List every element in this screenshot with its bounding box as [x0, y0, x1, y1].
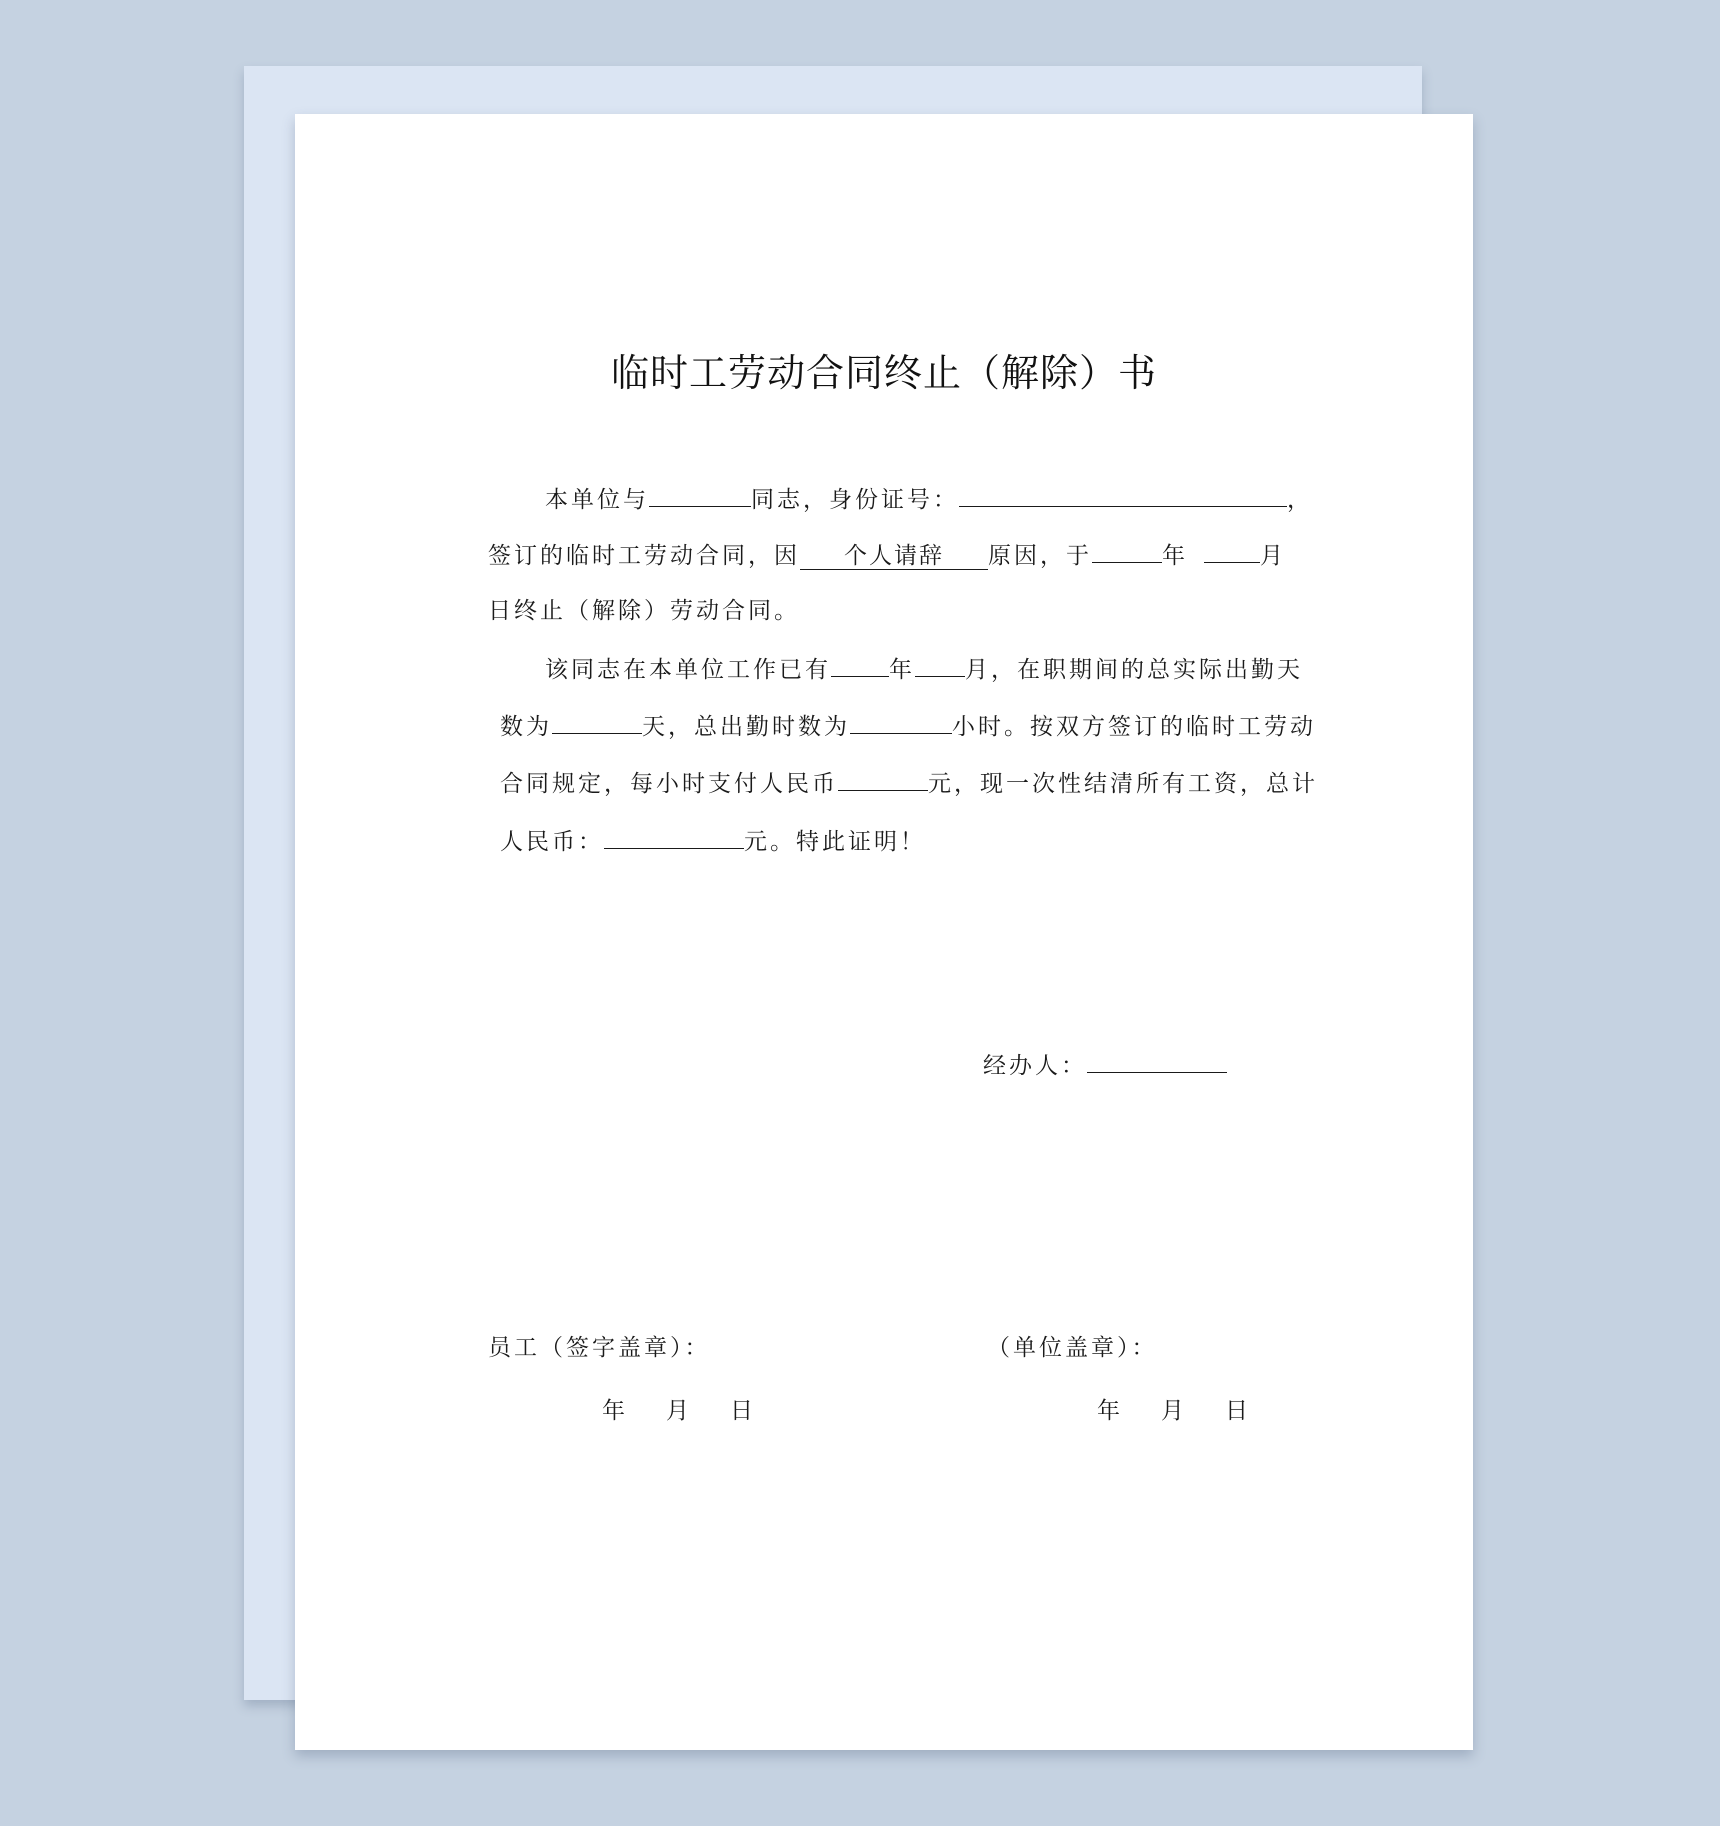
document-title: 临时工劳动合同终止（解除）书: [610, 351, 1157, 395]
para2-line3: 合同规定，每小时支付人民币 元，现一次性结清所有工资，总计: [500, 766, 1318, 800]
para1-line3: 日终止（解除）劳动合同。: [488, 598, 800, 624]
unit-seal-label: （单位盖章）：: [987, 1335, 1158, 1361]
para1-line1: 本单位与 同志，身份证号： ，: [545, 482, 1313, 516]
id-number-blank[interactable]: [959, 482, 1287, 507]
work-months-blank[interactable]: [915, 652, 965, 677]
end-year-blank[interactable]: [1092, 538, 1162, 563]
attendance-hours-blank[interactable]: [850, 709, 952, 734]
attendance-days-blank[interactable]: [552, 709, 642, 734]
end-month-blank[interactable]: [1204, 538, 1260, 563]
para1-line2: 签订的临时工劳动合同，因 个人请辞 原因，于 年 月: [488, 538, 1286, 572]
para2-line1: 该同志在本单位工作已有 年 月，在职期间的总实际出勤天: [545, 652, 1303, 686]
para2-line2: 数为 天，总出勤时数为 小时。按双方签订的临时工劳动: [500, 709, 1316, 743]
employee-sign-label: 员工（签字盖章）：: [488, 1335, 711, 1361]
para2-line4: 人民币： 元。特此证明！: [500, 824, 926, 858]
name-blank[interactable]: [649, 482, 751, 507]
handler-line: 经办人：: [983, 1048, 1227, 1082]
employee-date: 年 月 日: [602, 1398, 756, 1424]
unit-date: 年 月 日: [1097, 1398, 1251, 1424]
handler-blank[interactable]: [1087, 1048, 1227, 1073]
total-amount-blank[interactable]: [604, 824, 744, 849]
document-page: [295, 114, 1473, 1750]
work-years-blank[interactable]: [831, 652, 889, 677]
reason-field[interactable]: 个人请辞: [800, 543, 988, 570]
hourly-rate-blank[interactable]: [838, 766, 928, 791]
